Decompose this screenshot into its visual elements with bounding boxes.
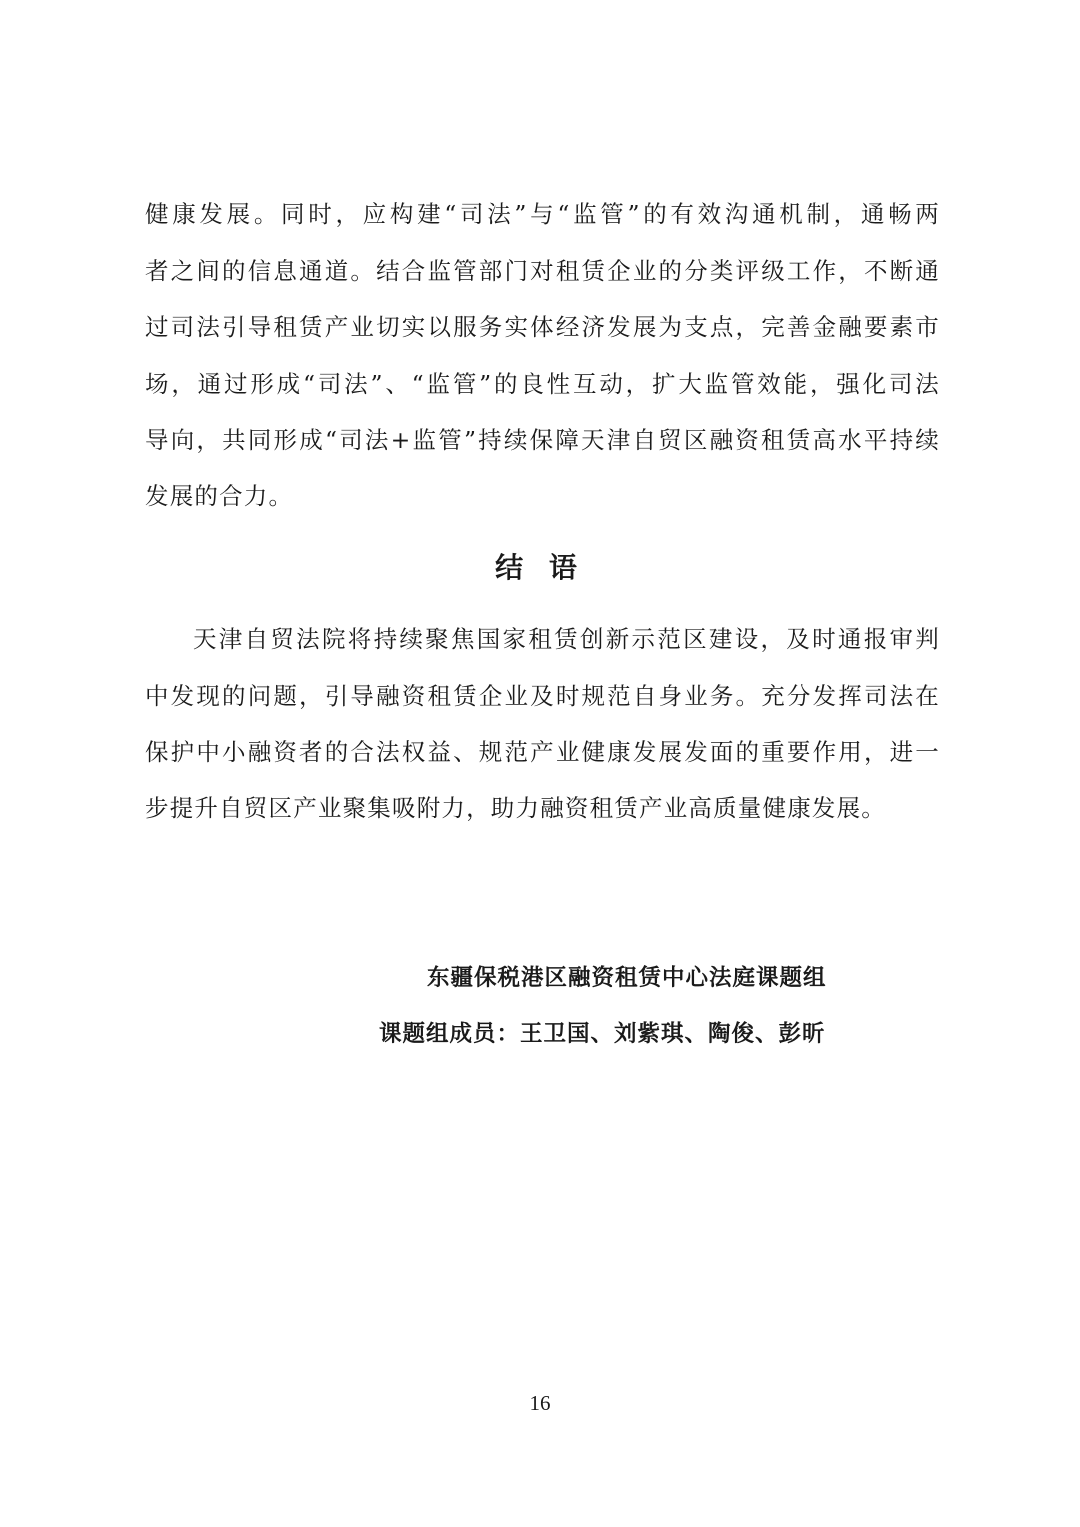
paragraph-line: 过司法引导租赁产业切实以服务实体经济发展为支点，完善金融要素市	[145, 313, 940, 341]
paragraph-line: 步提升自贸区产业聚集吸附力，助力融资租赁产业高质量健康发展。	[145, 794, 886, 822]
paragraph-line: 保护中小融资者的合法权益、规范产业健康发展发面的重要作用，进一	[145, 738, 940, 766]
paragraph-line: 中发现的问题，引导融资租赁企业及时规范自身业务。充分发挥司法在	[145, 682, 940, 710]
section-heading: 结 语	[495, 551, 585, 584]
paragraph-line: 者之间的信息通道。结合监管部门对租赁企业的分类评级工作，不断通	[145, 257, 940, 285]
paragraph-line: 天津自贸法院将持续聚焦国家租赁创新示范区建设，及时通报审判	[193, 625, 940, 653]
signature-group: 东疆保税港区融资租赁中心法庭课题组	[427, 965, 827, 991]
paragraph-line: 发展的合力。	[145, 482, 294, 510]
paragraph-line: 健康发展。同时，应构建“司法”与“监管”的有效沟通机制，通畅两	[145, 200, 940, 228]
paragraph-line: 场，通过形成“司法”、“监管”的良性互动，扩大监管效能，强化司法	[145, 370, 940, 398]
signature-members: 课题组成员：王卫国、刘紫琪、陶俊、彭昕	[379, 1021, 826, 1047]
page-number: 16	[529, 1391, 551, 1415]
paragraph-line: 导向，共同形成“司法+监管”持续保障天津自贸区融资租赁高水平持续	[145, 426, 940, 454]
